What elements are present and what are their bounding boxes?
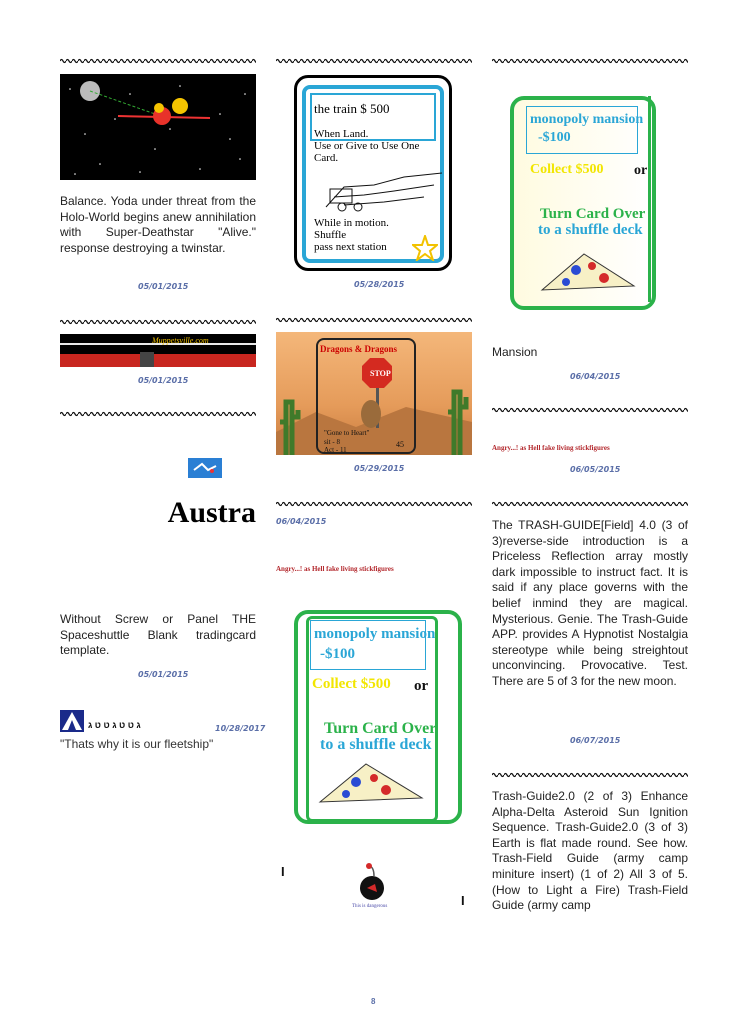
separator [276, 57, 472, 65]
small-thumbnail[interactable] [188, 458, 222, 478]
mansion-card-image[interactable] [294, 610, 466, 822]
card-title: monopoly mansion [530, 112, 644, 127]
stop-sign-text: STOP [370, 369, 391, 378]
post-text: Without Screw or Panel THE Spaceshuttle Blank tradingcard template. [60, 612, 256, 658]
card-turn: Turn Card Over [540, 206, 646, 222]
space-battle-image[interactable] [60, 74, 256, 180]
mansion-card-image[interactable] [510, 96, 660, 310]
card-line: "Gone to Heart" [324, 429, 370, 437]
card-line: When Land. [314, 128, 369, 140]
separator [276, 316, 472, 324]
card-turn: Turn Card Over [324, 720, 437, 737]
avatar-graphic [60, 710, 84, 732]
bomb-icon [350, 862, 400, 902]
page-number: 8 [371, 997, 376, 1006]
banner-image[interactable] [60, 334, 256, 367]
post-text: Trash-Guide2.0 (2 of 3) Enhance Alpha-Delta Asteroid Sun Ignition Sequence. Trash-Guide2.0 (3 of 3) Earth is flat made round. See how. Trash-Field Guide (army camp miniture insert) (1 of 2) All 3 of 5. (How to Light a Fire) Trash-Field Guide (army camp [492, 789, 688, 913]
post-date[interactable]: 05/01/2015 [138, 670, 189, 679]
train-sketch [324, 167, 444, 215]
dragon-card-image[interactable] [276, 332, 472, 455]
post-text: The TRASH-GUIDE[Field] 4.0 (3 of 3)reverse-side introduction is a Priceless Reflection array mostly dark impossible to instruct fact. It is said if any place governs with the belief inmind they are magical. Mysterious. Genie. The Trash-Guide APP. provides A Hypnotist Nostalgia stereotype while being streightout unconvincing. Provocative. Test. There are 5 of 3 for the new moon. [492, 518, 688, 688]
separator [492, 500, 688, 508]
card-line: pass next station [314, 241, 387, 253]
post-text: Balance. Yoda under threat from the Holo-World begins anew annihilation with Super-Deathstar "Alive." response destroying a twinstar. [60, 194, 256, 255]
separator [60, 57, 256, 65]
card-line: While in motion. [314, 217, 389, 229]
separator [276, 500, 472, 508]
space-battle-graphic [60, 74, 256, 180]
mark-left: I [281, 864, 285, 879]
post-date[interactable]: 06/05/2015 [570, 465, 621, 474]
card-title: the train $ 500 [314, 101, 390, 116]
train-card-image[interactable] [294, 75, 452, 271]
card-line: sit - 8 [324, 438, 340, 446]
card-line: Use or Give to Use One [314, 140, 420, 152]
comment-text: "Thats why it is our fleetship" [60, 737, 214, 751]
bomb-caption: This is dangerous [352, 904, 388, 909]
post-date[interactable]: 05/28/2015 [354, 280, 405, 289]
mark-right: I [461, 893, 465, 908]
comment-date: 10/28/2017 [215, 724, 266, 733]
card-number: 45 [396, 440, 404, 449]
star-icon [412, 235, 438, 261]
card-collect: Collect $500 [312, 676, 391, 692]
card-map-graphic [538, 248, 638, 296]
card-map-graphic [316, 758, 426, 808]
banner-text: Muppetsville.com [152, 336, 209, 345]
post-heading: Austra [167, 496, 256, 529]
post-caption: Mansion [492, 345, 538, 359]
card-turn: to a shuffle deck [320, 736, 432, 753]
card-title: monopoly mansion [314, 626, 436, 642]
avatar[interactable] [60, 710, 84, 732]
bird-icon [188, 458, 222, 478]
image-caption: Angry...! as Hell fake living stickfigures [492, 444, 610, 452]
card-or: or [634, 163, 648, 178]
separator [60, 318, 256, 326]
post-date[interactable]: 06/04/2015 [570, 372, 621, 381]
card-line: Shuffle [314, 229, 347, 241]
post-date[interactable]: 06/07/2015 [570, 736, 621, 745]
separator [492, 771, 688, 779]
card-price: -$100 [320, 646, 355, 662]
card-price: -$100 [538, 130, 571, 145]
card-line: Card. [314, 152, 339, 164]
separator [492, 57, 688, 65]
comment-author[interactable]: ג ט ט ג ט ט ג [88, 720, 141, 730]
separator [60, 410, 256, 418]
post-date[interactable]: 05/01/2015 [138, 282, 189, 291]
post-date[interactable]: 06/04/2015 [276, 517, 327, 526]
post-date[interactable]: 05/29/2015 [354, 464, 405, 473]
card-or: or [414, 678, 429, 694]
post-date[interactable]: 05/01/2015 [138, 376, 189, 385]
card-title: Dragons & Dragons [320, 344, 398, 354]
separator [492, 406, 688, 414]
bomb-image[interactable] [350, 862, 400, 912]
card-turn: to a shuffle deck [538, 222, 643, 238]
image-caption: Angry...! as Hell fake living stickfigures [276, 565, 394, 573]
card-collect: Collect $500 [530, 162, 604, 177]
card-line: Act - 11 [324, 446, 347, 454]
